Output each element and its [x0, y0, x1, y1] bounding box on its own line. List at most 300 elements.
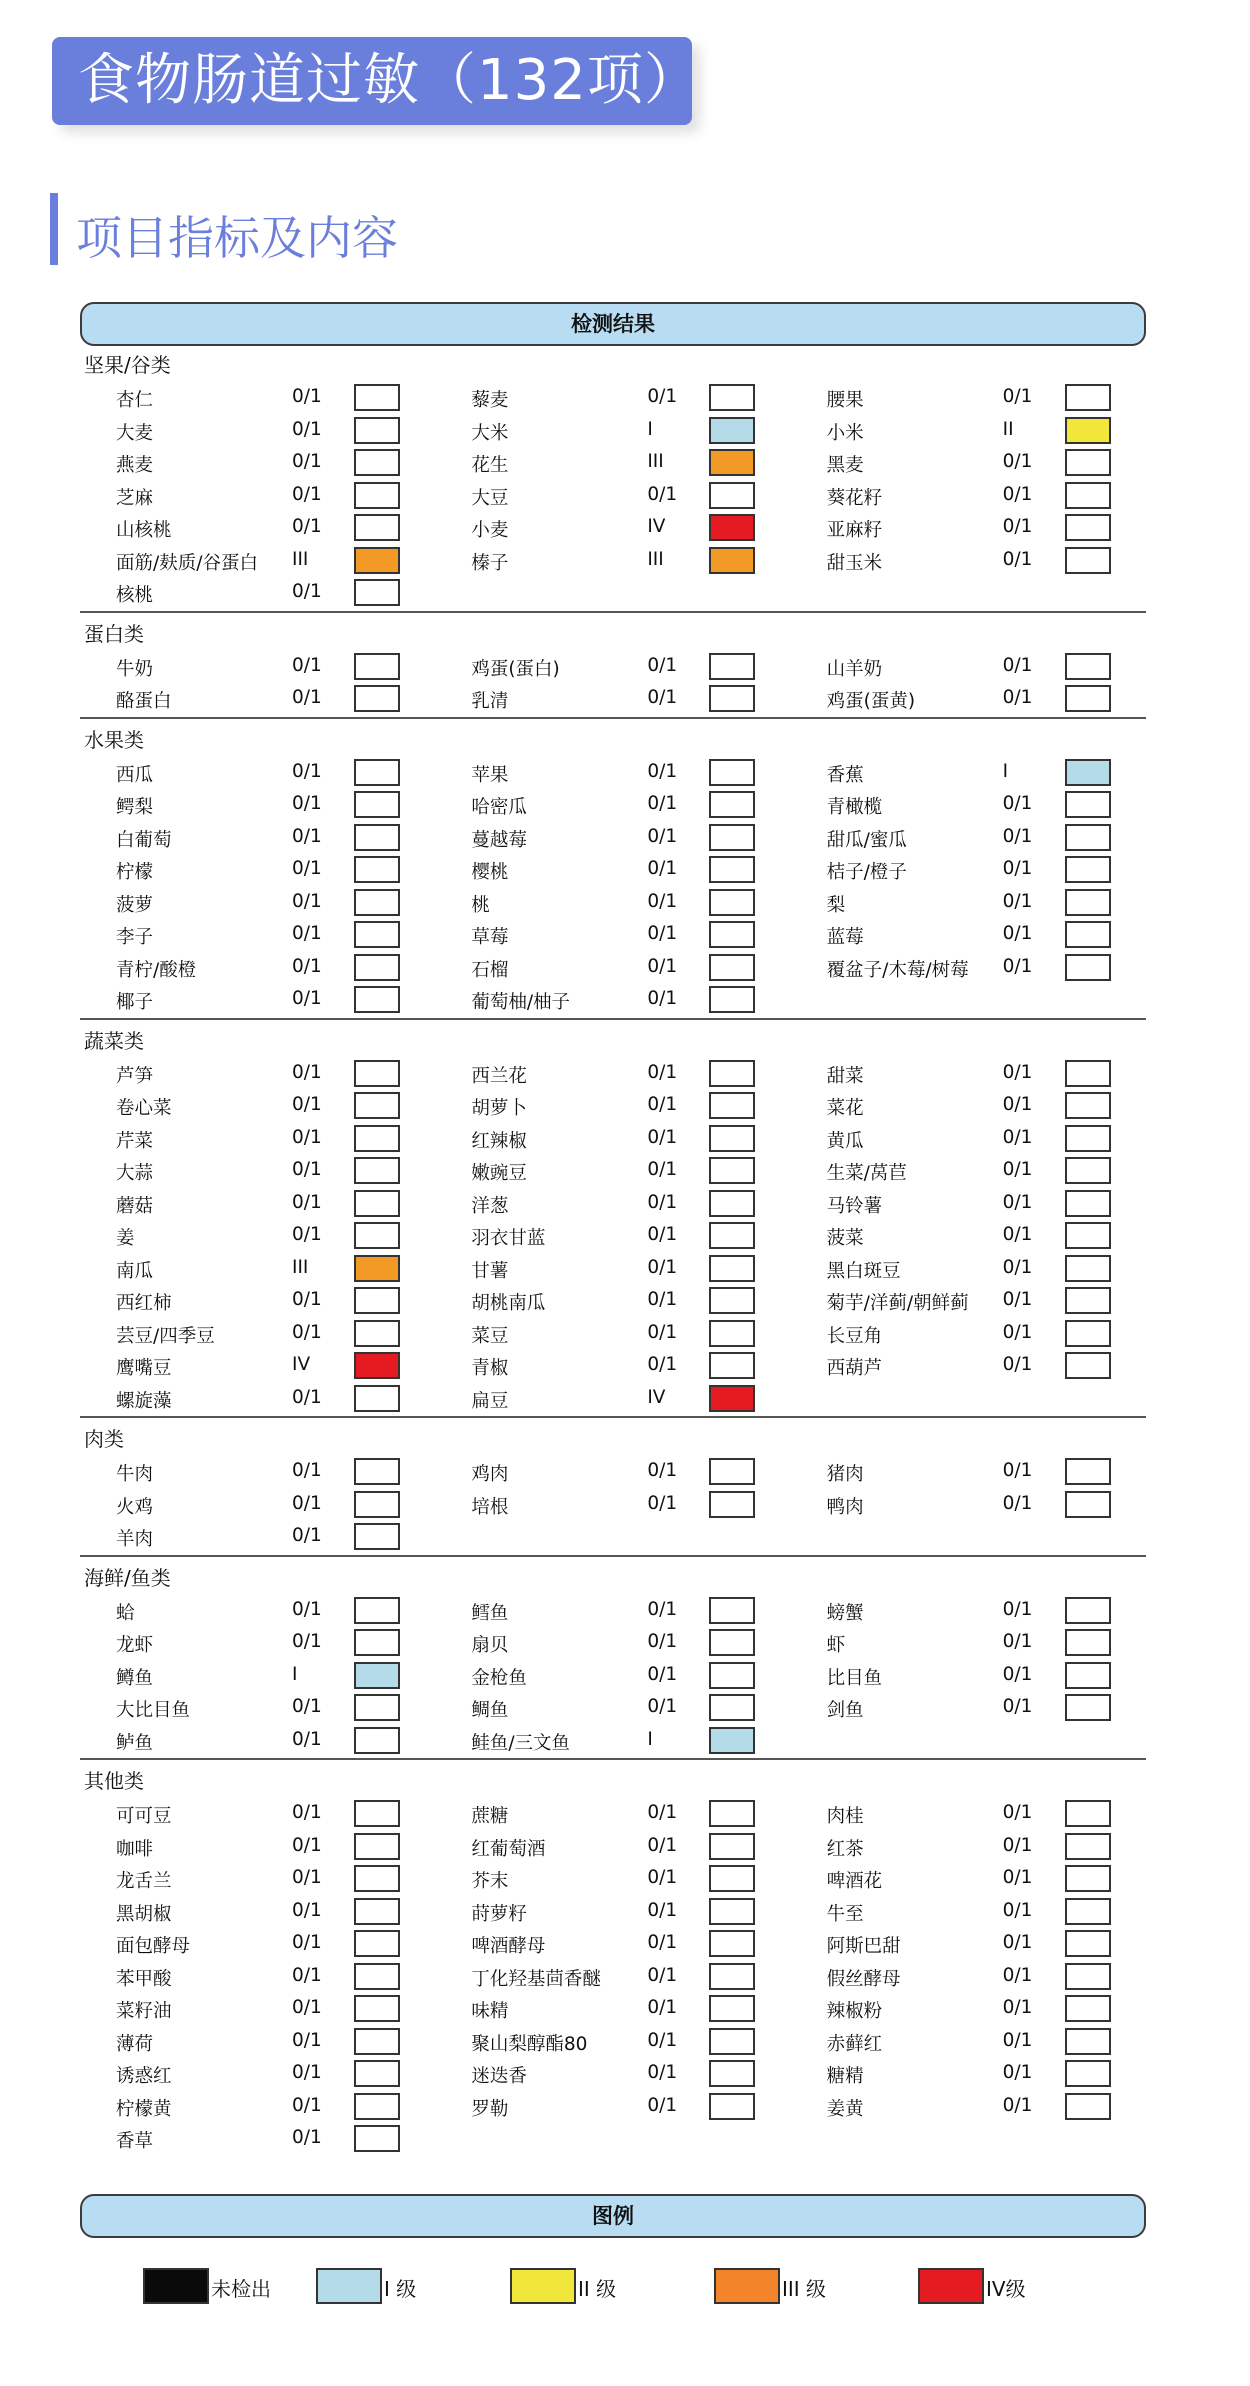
item-value: 0/1	[292, 858, 322, 879]
item-value: 0/1	[292, 1598, 322, 1620]
test-item	[435, 1723, 790, 1756]
result-indicator-box	[354, 1060, 400, 1087]
result-indicator-box	[1065, 1255, 1111, 1282]
result-indicator-box	[709, 1865, 755, 1892]
test-item	[435, 1959, 790, 1992]
item-value: 0/1	[1002, 1460, 1033, 1481]
item-value: 0/1	[292, 760, 322, 782]
test-item	[791, 1991, 1146, 2024]
result-indicator-box	[709, 1385, 755, 1412]
test-item	[435, 917, 790, 950]
result-indicator-box	[1065, 1963, 1111, 1990]
test-item	[435, 1796, 790, 1829]
result-indicator-box	[354, 1157, 400, 1184]
test-item	[80, 413, 435, 446]
category-section	[80, 350, 1146, 613]
item-name: 鸡蛋(蛋白)	[471, 658, 560, 680]
item-value: 0/1	[292, 1932, 322, 1953]
item-value: 0/1	[1002, 1191, 1033, 1213]
item-value: 0/1	[1002, 793, 1033, 814]
result-indicator-box	[1065, 685, 1111, 712]
test-item	[435, 1829, 790, 1862]
item-value: 0/1	[1002, 1094, 1033, 1115]
item-value: 0/1	[647, 1932, 678, 1953]
result-indicator-box	[354, 417, 400, 444]
result-indicator-box	[354, 1320, 400, 1347]
test-item	[80, 1796, 435, 1829]
category-section	[80, 619, 1146, 719]
item-value: 0/1	[647, 1899, 678, 1921]
item-name: 蘑菇	[116, 1195, 154, 1217]
test-item	[80, 510, 435, 543]
category-section	[80, 1424, 1146, 1557]
item-name: 鸡肉	[471, 1464, 509, 1485]
item-value: 0/1	[292, 1159, 322, 1180]
result-indicator-box	[1065, 1597, 1111, 1624]
category-title: 其他类	[84, 1769, 144, 1793]
item-name: 扁豆	[471, 1390, 509, 1412]
item-name: 阿斯巴甜	[826, 1936, 901, 1957]
test-item	[791, 950, 1146, 983]
category-items	[80, 1796, 1146, 2154]
category-title: 海鲜/鱼类	[84, 1565, 171, 1590]
item-value: 0/1	[292, 654, 322, 676]
item-value: 0/1	[292, 1224, 322, 1245]
test-item	[435, 543, 790, 576]
result-indicator-box	[709, 921, 755, 948]
result-indicator-box	[354, 921, 400, 948]
item-value: 0/1	[292, 516, 322, 537]
test-item	[80, 755, 435, 788]
item-value: 0/1	[647, 890, 678, 912]
result-indicator-box	[354, 1523, 400, 1550]
item-name: 燕麦	[116, 455, 154, 476]
test-item	[791, 1218, 1146, 1251]
test-item	[791, 1487, 1146, 1520]
category-title: 肉类	[84, 1427, 124, 1451]
test-item	[80, 1454, 435, 1487]
item-name: 西红柿	[116, 1293, 172, 1314]
item-value: 0/1	[292, 1386, 322, 1408]
test-item	[80, 1186, 435, 1219]
test-item	[80, 1283, 435, 1316]
item-name: 鲷鱼	[471, 1700, 509, 1721]
test-item	[80, 478, 435, 511]
test-item	[791, 1121, 1146, 1154]
item-value: 0/1	[647, 1997, 678, 2018]
test-item	[435, 2089, 790, 2122]
item-value: 0/1	[292, 988, 322, 1009]
test-item	[435, 852, 790, 885]
result-indicator-box	[1065, 1629, 1111, 1656]
test-item	[435, 2056, 790, 2089]
item-name: 蛤	[116, 1602, 135, 1624]
item-value: 0/1	[1002, 386, 1033, 407]
item-value: 0/1	[647, 760, 678, 782]
item-value: 0/1	[647, 825, 678, 847]
item-name: 姜黄	[826, 2098, 864, 2120]
result-indicator-box	[354, 1694, 400, 1721]
item-name: 草莓	[471, 927, 509, 948]
result-indicator-box	[1065, 1865, 1111, 1892]
legend-label: II 级	[578, 2277, 617, 2301]
result-indicator-box	[709, 824, 755, 851]
item-name: 甘薯	[471, 1260, 509, 1282]
test-item	[791, 2056, 1146, 2089]
result-indicator-box	[709, 1255, 755, 1282]
result-indicator-box	[354, 1222, 400, 1249]
item-name: 肉桂	[826, 1806, 864, 1827]
legend-header: 图例	[80, 2194, 1146, 2238]
item-value: III	[292, 548, 309, 570]
item-value: 0/1	[292, 1802, 322, 1823]
item-value: 0/1	[1002, 451, 1033, 472]
item-name: 姜	[116, 1228, 135, 1249]
item-value: 0/1	[292, 1321, 322, 1343]
test-item	[435, 1283, 790, 1316]
item-name: 莳萝籽	[471, 1903, 527, 1925]
item-value: 0/1	[1002, 2029, 1033, 2051]
result-indicator-box	[1065, 824, 1111, 851]
item-value: 0/1	[292, 1289, 322, 1310]
test-item	[791, 1796, 1146, 1829]
result-indicator-box	[354, 1491, 400, 1518]
test-item	[435, 681, 790, 714]
test-item	[435, 2024, 790, 2057]
result-indicator-box	[1065, 889, 1111, 916]
test-item	[791, 1251, 1146, 1284]
item-value: 0/1	[647, 1159, 678, 1180]
result-indicator-box	[709, 1963, 755, 1990]
result-indicator-box	[709, 1458, 755, 1485]
item-value: 0/1	[292, 1964, 322, 1986]
item-value: 0/1	[647, 1492, 678, 1514]
result-indicator-box	[1065, 2093, 1111, 2120]
item-name: 香草	[116, 2131, 154, 2152]
test-item	[80, 1991, 435, 2024]
item-name: 甜菜	[826, 1065, 864, 1087]
test-item	[435, 510, 790, 543]
test-item	[791, 1088, 1146, 1121]
test-item	[791, 787, 1146, 820]
item-value: 0/1	[647, 1663, 678, 1685]
item-value: 0/1	[292, 793, 322, 814]
result-indicator-box	[1065, 1662, 1111, 1689]
item-name: 小麦	[471, 520, 509, 541]
item-value: 0/1	[292, 890, 322, 912]
legend-swatch	[143, 2268, 209, 2304]
item-name: 藜麦	[471, 390, 509, 411]
test-item	[791, 649, 1146, 682]
test-item	[80, 681, 435, 714]
item-name: 培根	[471, 1496, 509, 1518]
item-value: 0/1	[292, 1492, 322, 1514]
item-name: 龙虾	[116, 1635, 154, 1656]
item-name: 鲈鱼	[116, 1732, 154, 1754]
test-item	[435, 1056, 790, 1089]
item-name: 胡桃南瓜	[471, 1293, 546, 1314]
result-indicator-box	[709, 514, 755, 541]
item-value: 0/1	[647, 1598, 678, 1620]
result-indicator-box	[1065, 1060, 1111, 1087]
item-name: 诱惑红	[116, 2066, 172, 2087]
item-name: 酪蛋白	[116, 691, 172, 712]
result-indicator-box	[1065, 482, 1111, 509]
item-name: 羽衣甘蓝	[471, 1228, 546, 1249]
test-item	[80, 1153, 435, 1186]
item-name: 蔓越莓	[471, 829, 527, 851]
result-indicator-box	[354, 1800, 400, 1827]
item-value: IV	[647, 1386, 666, 1408]
result-indicator-box	[1065, 1157, 1111, 1184]
item-name: 芸豆/四季豆	[116, 1325, 215, 1347]
item-name: 卷心菜	[116, 1098, 172, 1119]
result-indicator-box	[354, 2028, 400, 2055]
test-item	[791, 2024, 1146, 2057]
result-indicator-box	[354, 824, 400, 851]
item-value: 0/1	[1002, 483, 1033, 505]
item-name: 赤藓红	[826, 2033, 883, 2055]
item-name: 红茶	[826, 1838, 864, 1860]
result-indicator-box	[709, 1898, 755, 1925]
item-value: 0/1	[1002, 1899, 1033, 1921]
item-value: 0/1	[1002, 1061, 1033, 1083]
item-name: 鳟鱼	[116, 1667, 154, 1689]
item-value: 0/1	[1002, 548, 1033, 570]
result-indicator-box	[354, 685, 400, 712]
item-name: 南瓜	[116, 1260, 154, 1282]
item-name: 螃蟹	[826, 1602, 864, 1624]
item-value: 0/1	[647, 1802, 678, 1823]
result-indicator-box	[709, 1833, 755, 1860]
result-indicator-box	[1065, 791, 1111, 818]
result-indicator-box	[354, 1963, 400, 1990]
result-indicator-box	[354, 1287, 400, 1314]
result-indicator-box	[709, 1190, 755, 1217]
result-indicator-box	[354, 1190, 400, 1217]
item-value: 0/1	[292, 1094, 322, 1115]
result-indicator-box	[709, 1629, 755, 1656]
result-indicator-box	[1065, 1287, 1111, 1314]
test-item	[80, 820, 435, 853]
item-value: 0/1	[292, 2062, 322, 2083]
item-name: 大比目鱼	[116, 1700, 191, 1721]
item-value: 0/1	[292, 2094, 322, 2116]
result-indicator-box	[354, 1352, 400, 1379]
result-indicator-box	[354, 759, 400, 786]
item-value: 0/1	[1002, 1631, 1033, 1652]
result-indicator-box	[354, 1629, 400, 1656]
category-items	[80, 380, 1146, 608]
result-indicator-box	[354, 1898, 400, 1925]
test-item	[80, 1926, 435, 1959]
item-value: III	[647, 451, 664, 472]
test-item	[80, 1519, 435, 1552]
result-indicator-box	[354, 514, 400, 541]
item-value: III	[292, 1256, 309, 1278]
item-name: 芝麻	[116, 487, 154, 509]
test-item	[80, 1056, 435, 1089]
test-item	[80, 649, 435, 682]
legend-swatch	[918, 2268, 984, 2304]
item-value: 0/1	[647, 2062, 678, 2083]
test-item	[791, 1959, 1146, 1992]
test-item	[435, 1658, 790, 1691]
item-name: 葡萄柚/柚子	[471, 992, 571, 1013]
item-value: II	[1002, 418, 1014, 440]
item-name: 山核桃	[116, 520, 172, 541]
item-name: 苯甲酸	[116, 1968, 172, 1990]
result-indicator-box	[709, 1662, 755, 1689]
result-indicator-box	[1065, 1898, 1111, 1925]
result-indicator-box	[1065, 1222, 1111, 1249]
item-value: 0/1	[1002, 825, 1033, 847]
result-indicator-box	[354, 653, 400, 680]
item-name: 芥末	[471, 1871, 509, 1892]
item-value: 0/1	[647, 1224, 678, 1245]
category-title: 坚果/谷类	[84, 353, 171, 377]
test-item	[435, 755, 790, 788]
test-item	[80, 917, 435, 950]
item-name: 鲑鱼/三文鱼	[471, 1732, 571, 1754]
item-name: 生菜/莴苣	[826, 1163, 907, 1184]
item-value: 0/1	[647, 1696, 678, 1717]
item-value: 0/1	[1002, 2062, 1033, 2083]
item-value: 0/1	[1002, 1997, 1033, 2018]
test-item	[791, 1056, 1146, 1089]
test-item	[791, 1454, 1146, 1487]
test-item	[791, 1861, 1146, 1894]
result-indicator-box	[1065, 856, 1111, 883]
category-items	[80, 1593, 1146, 1756]
test-item	[435, 1348, 790, 1381]
results-table	[80, 350, 1146, 2163]
item-name: 菠菜	[826, 1228, 864, 1249]
item-name: 山羊奶	[826, 658, 883, 680]
item-value: 0/1	[1002, 687, 1033, 708]
test-item	[80, 2056, 435, 2089]
result-indicator-box	[1065, 1800, 1111, 1827]
test-item	[791, 413, 1146, 446]
result-indicator-box	[1065, 1491, 1111, 1518]
item-name: 菜籽油	[116, 2001, 172, 2022]
item-value: 0/1	[292, 1126, 322, 1148]
item-value: 0/1	[647, 687, 678, 708]
result-indicator-box	[1065, 1995, 1111, 2022]
result-indicator-box	[709, 1320, 755, 1347]
item-value: 0/1	[1002, 955, 1033, 977]
item-value: 0/1	[292, 2029, 322, 2051]
test-item	[80, 1690, 435, 1723]
item-name: 苹果	[471, 764, 509, 786]
legend-label: III 级	[782, 2277, 827, 2301]
test-item	[435, 820, 790, 853]
result-indicator-box	[709, 954, 755, 981]
item-value: 0/1	[647, 654, 678, 676]
item-value: 0/1	[647, 1631, 678, 1652]
item-name: 香蕉	[826, 764, 864, 786]
item-name: 菜花	[826, 1098, 864, 1119]
item-name: 甜瓜/蜜瓜	[826, 829, 907, 851]
item-name: 杏仁	[116, 390, 154, 411]
item-value: 0/1	[647, 1867, 678, 1888]
item-value: 0/1	[647, 2029, 678, 2051]
item-value: 0/1	[1002, 1321, 1033, 1343]
result-indicator-box	[354, 856, 400, 883]
item-name: 西葫芦	[826, 1358, 883, 1379]
item-value: 0/1	[292, 581, 322, 602]
result-indicator-box	[709, 1125, 755, 1152]
item-value: 0/1	[1002, 858, 1033, 879]
result-indicator-box	[709, 1727, 755, 1754]
item-name: 长豆角	[826, 1325, 883, 1347]
result-indicator-box	[709, 547, 755, 574]
item-name: 嫩豌豆	[471, 1163, 527, 1184]
result-indicator-box	[354, 1092, 400, 1119]
results-header: 检测结果	[80, 302, 1146, 346]
result-indicator-box	[354, 1125, 400, 1152]
result-indicator-box	[354, 1458, 400, 1485]
test-item	[80, 1658, 435, 1691]
legend-swatch	[510, 2268, 576, 2304]
item-value: 0/1	[647, 1094, 678, 1115]
item-value: I	[647, 418, 653, 440]
result-indicator-box	[709, 1694, 755, 1721]
item-value: 0/1	[292, 687, 322, 708]
item-name: 覆盆子/木莓/树莓	[826, 959, 969, 981]
result-indicator-box	[709, 856, 755, 883]
result-indicator-box	[1065, 954, 1111, 981]
item-name: 芹菜	[116, 1130, 154, 1152]
item-value: 0/1	[1002, 1598, 1033, 1620]
item-value: 0/1	[647, 923, 678, 944]
item-name: 红辣椒	[471, 1130, 527, 1152]
item-name: 青柠/酸橙	[116, 959, 197, 981]
item-value: 0/1	[1002, 1354, 1033, 1375]
item-name: 辣椒粉	[826, 2001, 883, 2022]
item-name: 大麦	[116, 422, 154, 444]
item-value: 0/1	[292, 825, 322, 847]
result-indicator-box	[1065, 1694, 1111, 1721]
item-name: 面包酵母	[116, 1936, 191, 1957]
item-name: 糖精	[826, 2066, 864, 2087]
item-name: 桔子/橙子	[826, 862, 907, 883]
test-item	[80, 885, 435, 918]
item-name: 红葡萄酒	[471, 1838, 546, 1860]
test-item	[80, 380, 435, 413]
item-name: 桃	[471, 894, 490, 916]
test-item	[80, 2121, 435, 2154]
test-item	[435, 1316, 790, 1349]
result-indicator-box	[709, 1060, 755, 1087]
result-indicator-box	[709, 2028, 755, 2055]
item-name: 面筋/麸质/谷蛋白	[116, 552, 258, 574]
item-name: 西兰花	[471, 1065, 527, 1087]
test-item	[435, 413, 790, 446]
result-indicator-box	[709, 2060, 755, 2087]
test-item	[791, 1829, 1146, 1862]
item-value: 0/1	[647, 858, 678, 879]
section-title: 项目指标及内容	[50, 193, 398, 265]
result-indicator-box	[1065, 514, 1111, 541]
result-indicator-box	[709, 1287, 755, 1314]
item-value: IV	[292, 1354, 311, 1375]
result-indicator-box	[1065, 921, 1111, 948]
test-item	[80, 1894, 435, 1927]
test-item	[435, 1088, 790, 1121]
item-value: 0/1	[1002, 654, 1033, 676]
item-name: 菠萝	[116, 894, 154, 916]
